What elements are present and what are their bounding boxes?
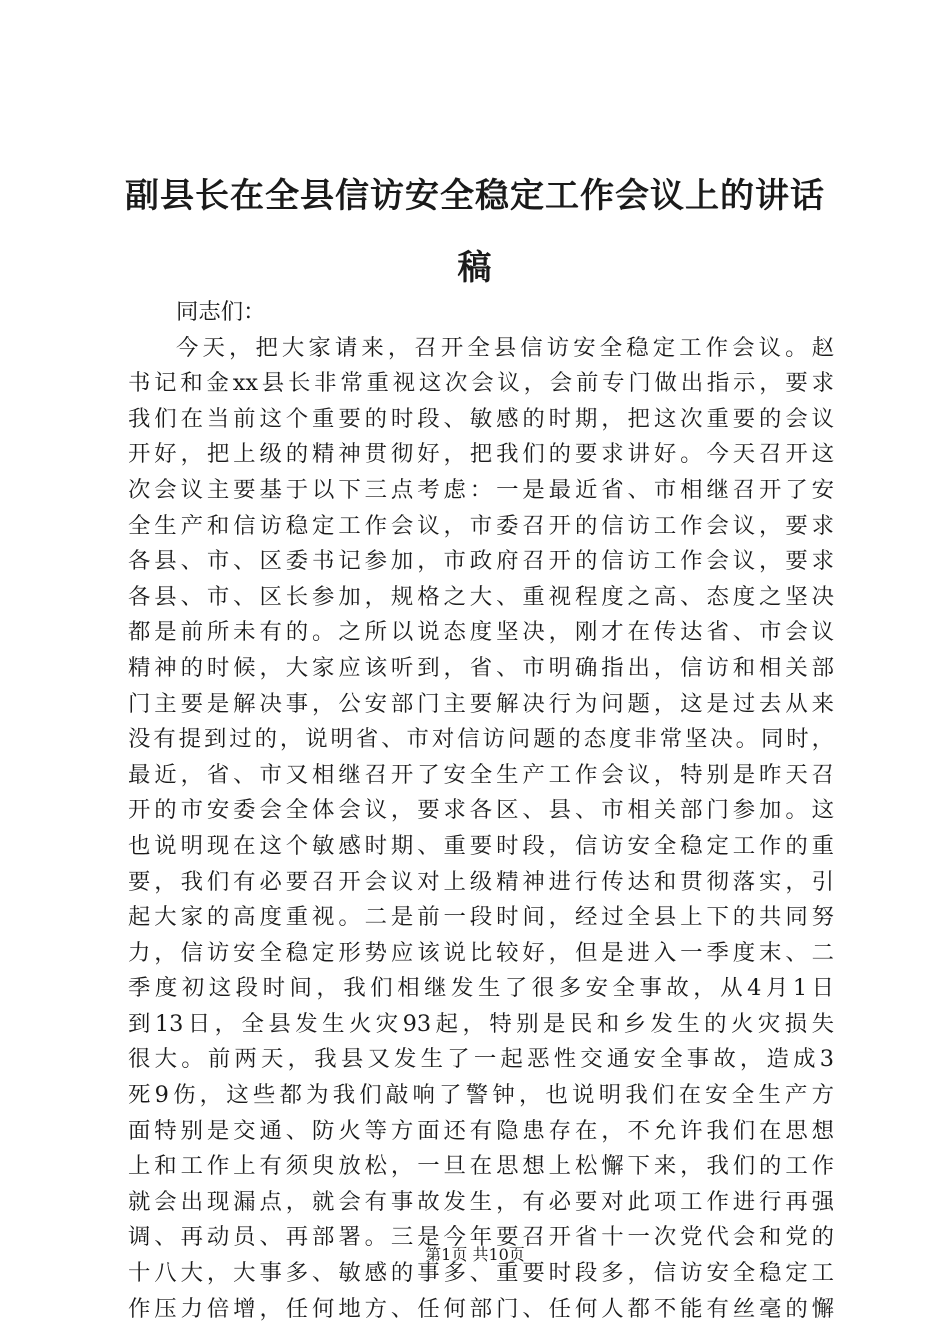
body-line: 各县、市、区委书记参加，市政府召开的信访工作会议，要求 (128, 548, 834, 575)
body-line: 都是前所未有的。之所以说态度坚决，刚才在传达省、市会议 (128, 619, 834, 646)
body-line: 要，我们有必要召开会议对上级精神进行传达和贯彻落实，引 (128, 868, 834, 895)
body-line: 很大。前两天，我县又发生了一起恶性交通安全事故，造成3 (128, 1046, 834, 1073)
body-line: 书记和金xx县长非常重视这次会议，会前专门做出指示，要求 (128, 370, 834, 397)
body-line: 门主要是解决事，公安部门主要解决行为问题，这是过去从来 (128, 690, 834, 717)
body-line: 我们在当前这个重要的时段、敏感的时期，把这次重要的会议 (128, 405, 834, 432)
title-line-2: 稿 (457, 248, 493, 288)
body-line: 到13日，全县发生火灾93起，特别是民和乡发生的火灾损失 (128, 1010, 834, 1037)
document-title (110, 160, 840, 304)
body-line: 力，信访安全稳定形势应该说比较好，但是进入一季度末、二 (128, 939, 834, 966)
title-line-1: 副县长在全县信访安全稳定工作会议上的讲话 (125, 176, 825, 216)
body-line: 开的市安委会全体会议，要求各区、县、市相关部门参加。这 (128, 797, 834, 824)
body-line: 最近，省、市又相继召开了安全生产工作会议，特别是昨天召 (128, 761, 834, 788)
body-line: 十八大，大事多、敏感的事多、重要时段多，信访安全稳定工 (128, 1260, 834, 1287)
page-footer (0, 1245, 950, 1265)
body-line: 没有提到过的，说明省、市对信访问题的态度非常坚决。同时， (128, 726, 834, 753)
body-line: 调、再动员、再部署。三是今年要召开省十一次党代会和党的 (128, 1224, 834, 1251)
body-line: 各县、市、区长参加，规格之大、重视程度之高、态度之坚决 (128, 583, 834, 610)
body-line: 起大家的高度重视。二是前一段时间，经过全县上下的共同努 (128, 904, 834, 931)
body-line: 面特别是交通、防火等方面还有隐患存在，不允许我们在思想 (128, 1117, 834, 1144)
body-line: 季度初这段时间，我们相继发生了很多安全事故，从4月1日 (128, 975, 834, 1002)
body-line: 就会出现漏点，就会有事故发生，有必要对此项工作进行再强 (128, 1188, 834, 1215)
page-number: 第1页 共10页 (425, 1245, 525, 1264)
body-line: 作压力倍增，任何地方、任何部门、任何人都不能有丝毫的懈 (128, 1295, 834, 1322)
body-line: 全生产和信访稳定工作会议，市委召开的信访工作会议，要求 (128, 512, 834, 539)
document-body (128, 295, 834, 1327)
body-line: 死9伤，这些都为我们敲响了警钟，也说明我们在安全生产方 (128, 1082, 834, 1109)
body-line: 次会议主要基于以下三点考虑：一是最近省、市相继召开了安 (128, 476, 834, 503)
body-line: 上和工作上有须臾放松，一旦在思想上松懈下来，我们的工作 (128, 1153, 834, 1180)
body-line: 开好，把上级的精神贯彻好，把我们的要求讲好。今天召开这 (128, 441, 834, 468)
body-line: 精神的时候，大家应该听到，省、市明确指出，信访和相关部 (128, 654, 834, 681)
body-line: 今天，把大家请来，召开全县信访安全稳定工作会议。赵 (176, 334, 834, 361)
salutation: 同志们： (176, 299, 266, 325)
body-line: 也说明现在这个敏感时期、重要时段，信访安全稳定工作的重 (128, 832, 834, 859)
